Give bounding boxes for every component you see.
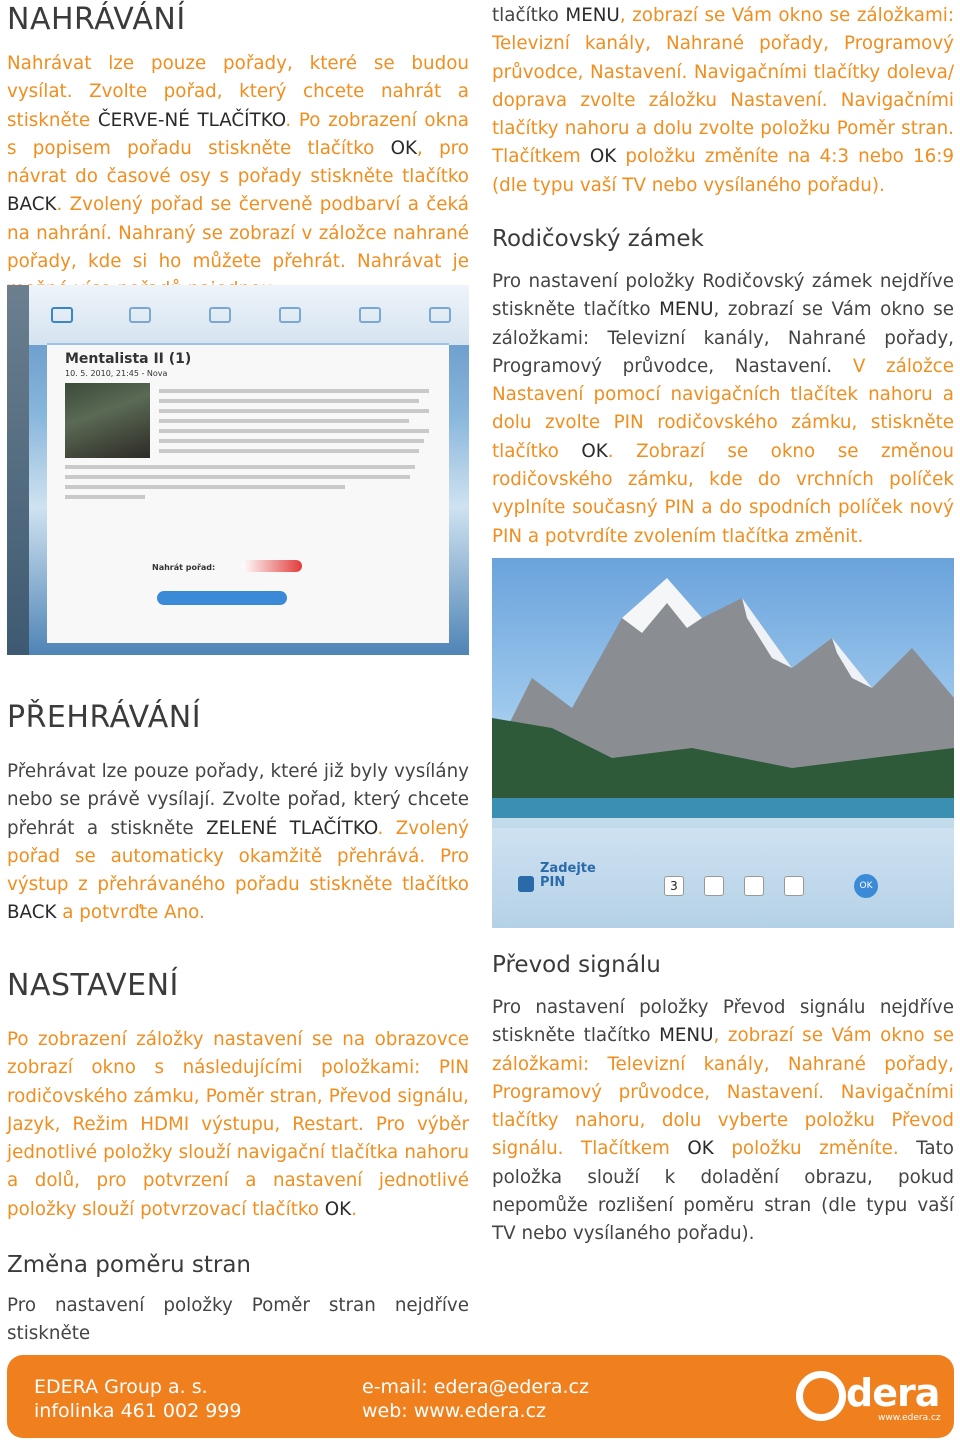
footer-company: EDERA Group a. s. <box>34 1376 208 1398</box>
description-line <box>159 409 429 413</box>
back-key-label: BACK <box>7 902 57 924</box>
description-line <box>65 485 345 489</box>
nahravani-text <box>7 50 469 305</box>
pomer-heading: Změna poměru stran <box>7 1252 251 1278</box>
prevod-text-1: Pro nastavení položky Převod signálu nejdříve stiskněte tlačítko <box>492 997 954 1047</box>
ok-key-label: OK <box>581 440 608 462</box>
footer-bar <box>7 1355 954 1438</box>
description-line <box>65 465 415 469</box>
nastaveni-text <box>7 1026 469 1224</box>
landscape-edge <box>7 285 29 655</box>
description-line <box>159 439 424 443</box>
back-to-timeline-button[interactable] <box>157 591 287 605</box>
prevod-text-4: položku změníte. <box>713 1138 899 1160</box>
back-key-label: BACK <box>7 194 57 216</box>
nastaveni-text-3: . <box>351 1198 357 1220</box>
ok-key-label: OK <box>589 146 617 168</box>
nahravani-text-4: . Zvolený pořad se červeně podbarví a čeká na nahrání. Nahraný se zobrazí v záložce nahrané pořady, kde si ho můžete přehrát. Nahrávat je <box>7 194 469 273</box>
menu-tabs-bar <box>29 285 469 345</box>
tab-icon-2 <box>129 307 151 323</box>
pin-label-line-2: PIN <box>540 875 566 890</box>
description-line <box>159 419 409 423</box>
prehravani-heading: PŘEHRÁVÁNÍ <box>7 700 202 735</box>
record-screenshot <box>7 285 469 655</box>
pomer-cont-2: , zobrazí se Vám okno se záložkami: Televizní kanály, Nahrané pořady, Programový průvodce, Nastavení. Navigačními tlačítky doleva/ doprava zvolte záložku Nastavení. Navigačními tlačítky nahoru a dolu zvolte položku Poměr stran. Tlačítkem <box>492 5 955 168</box>
description-line <box>159 399 419 403</box>
rodicovsky-heading: Rodičovský zámek <box>492 226 704 252</box>
prehravani-text-3: a potvrďte Ano. <box>56 902 205 924</box>
prehravani-text <box>7 758 469 928</box>
lock-icon <box>518 876 534 892</box>
prehravani-text-2: . Zvolený pořad se automaticky okamžitě přehrává. Pro výstup z přehrávaného pořadu stiskněte tlačítko <box>7 817 469 896</box>
edera-logo-ring-icon <box>796 1371 846 1421</box>
pin-label-line-1: Zadejte <box>540 861 596 876</box>
pin-digit-field[interactable]: 3 <box>664 876 684 896</box>
nastaveni-text-2: Pro výběr jednotlivé položky slouží navigační tlačítka nahoru a dolů, pro potvrzení a nastavení jednotlivé položky slouží potvrzovací tlačítko <box>7 1113 469 1220</box>
pomer-continuation <box>492 2 954 200</box>
tab-icon-6 <box>429 307 451 323</box>
tv-icon <box>51 307 73 323</box>
prevod-heading: Převod signálu <box>492 952 661 978</box>
prevod-section <box>492 950 954 1249</box>
program-title: Mentalista II (1) <box>65 351 192 367</box>
description-line <box>159 429 429 433</box>
rodicovsky-text-2: , zobrazí se Vám okno se záložkami: Televizní kanály, Nahrané pořady, Programový průvodce, Nastavení. <box>492 299 955 377</box>
prevod-text <box>492 994 954 1249</box>
pin-digit-field[interactable] <box>784 876 804 896</box>
prevod-text-5: Tato položka slouží k doladění obrazu, pokud nepomůže rozlišení poměru stran (dle typu vaší TV nebo vysílaného pořadu). <box>492 1138 954 1245</box>
pomer-text-cont <box>492 2 954 200</box>
rodicovsky-text-1: Pro nastavení položky Rodičovský zámek nejdříve stiskněte tlačítko <box>492 271 954 321</box>
tab-icon-3 <box>209 307 231 323</box>
rodicovsky-text-3: V záložce Nastavení pomocí navigačních tlačítek nahoru a dolu zvolte PIN rodičovského zámku, stiskněte tlačítko <box>492 355 954 462</box>
rodicovsky-section <box>492 224 954 551</box>
nahravani-text-1: Nahrávat lze pouze pořady, které se budou vysílat. Zvolte pořad, který chcete nahrát a stiskněte <box>7 53 469 131</box>
pomer-text-start: Pro nastavení položky Poměr stran nejdříve stiskněte <box>7 1295 469 1345</box>
ok-key-label: OK <box>390 137 417 159</box>
tab-icon-5 <box>359 307 381 323</box>
nahravani-section <box>7 2 469 305</box>
green-button-label: ZELENÉ TLAČÍTKO <box>206 817 378 839</box>
prevod-text-2: , zobrazí se Vám okno se záložkami: Televizní kanály, Nahrané pořady, Programový průvodce, Nastavení. <box>492 1025 955 1103</box>
rodicovsky-text-4: . Zobrazí se okno se změnou rodičovského zámku, kde do vrchních políček vyplníte současný PIN a do spodních políček nový PIN a potvrdíte zvolením tlačítka změnit. <box>492 440 954 547</box>
menu-key-label: MENU <box>565 5 620 26</box>
description-line <box>159 389 429 393</box>
pomer-cont-3: položku změníte na 4:3 nebo 16:9 (dle typu vaší TV nebo vysílaného pořadu). <box>492 146 954 196</box>
nastaveni-text-1: Po zobrazení záložky nastavení se na obrazovce zobrazí okno s následujícími položkami: PIN rodičovského zámku, Poměr stran, Převod signálu, Jazyk, Režim HDMI výstupu, Restart. <box>7 1029 469 1135</box>
prehravani-section <box>7 700 469 928</box>
pin-digit-field[interactable] <box>744 876 764 896</box>
edera-logo <box>790 1365 940 1427</box>
record-label: Nahrát pořad: <box>152 563 216 572</box>
description-line <box>159 449 419 453</box>
program-detail-panel <box>47 343 449 643</box>
pin-label <box>540 862 596 890</box>
tab-icon-4 <box>279 307 301 323</box>
nahravani-text-3: , pro návrat do časové osy s pořady stiskněte tlačítko <box>7 137 469 188</box>
pin-screenshot <box>492 558 954 928</box>
program-thumbnail <box>65 383 150 458</box>
edera-logo-word: dera <box>846 1371 940 1415</box>
ok-key-label: OK <box>687 1138 714 1160</box>
record-button[interactable] <box>242 560 302 572</box>
menu-key-label: MENU <box>659 1025 714 1047</box>
red-button-label: ČERVE-NÉ TLAČÍTKO <box>97 109 286 131</box>
footer-web[interactable]: web: www.edera.cz <box>362 1400 546 1422</box>
description-line <box>65 495 145 499</box>
pin-ok-button[interactable]: OK <box>854 874 878 898</box>
rodicovsky-text <box>492 268 954 551</box>
nahravani-text-2: . Po zobrazení okna s popisem pořadu stiskněte tlačítko <box>7 109 469 159</box>
prevod-text-3: Navigačními tlačítky nahoru, dolu vyberte položku Převod signálu. Tlačítkem <box>492 1081 954 1160</box>
pomer-section <box>7 1250 469 1349</box>
menu-key-label: MENU <box>659 299 714 321</box>
footer-hotline: infolinka 461 002 999 <box>34 1400 242 1422</box>
prehravani-text-1: Přehrávat lze pouze pořady, které již byly vysílány nebo se právě vysílají. Zvolte pořad, který chcete přehrát a stiskněte <box>7 761 469 839</box>
nastaveni-section <box>7 968 469 1224</box>
nahravani-heading: NAHRÁVÁNÍ <box>7 2 186 37</box>
description-line <box>65 475 410 479</box>
pomer-cont-1: tlačítko <box>492 5 566 26</box>
nastaveni-heading: NASTAVENÍ <box>7 968 179 1003</box>
program-date: 10. 5. 2010, 21:45 - Nova <box>65 369 168 378</box>
edera-logo-url: www.edera.cz <box>878 1413 941 1423</box>
ok-key-label: OK <box>324 1198 352 1220</box>
pin-digit-field[interactable] <box>704 876 724 896</box>
footer-email[interactable]: e-mail: edera@edera.cz <box>362 1376 589 1398</box>
